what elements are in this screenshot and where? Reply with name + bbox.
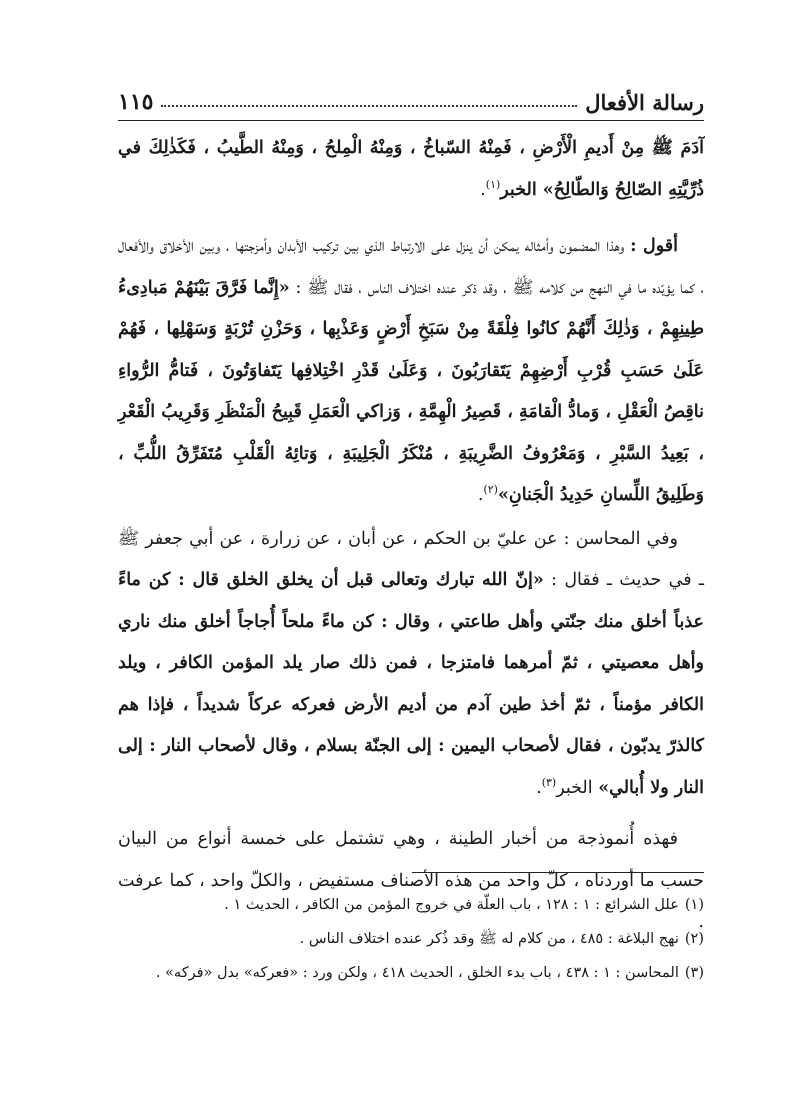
paragraph-1: آدَمَ ﷺ مِنْ أَديمِ الْأَرْضِ ، فَمِنْهُ السّباخُ ، وَمِنْهُ الْمِلحُ ، وَمِنْهُ الطَّيبُ ، فَكَذٰلِكَ في ذُرِّيَّتِهِ الصّالِحُ وَالطّالِحُ» الخبر$^{(١)}$. [118,138,704,200]
paragraph-3-text: وفي المحاسن : عن عليّ بن الحكم ، عن أبان ، عن زرارة ، عن أبي جعفر ﷺ ـ في حديث ـ فقال : [118,528,704,590]
footnote-3 [118,956,704,990]
footnote-number: (١) [684,897,704,913]
footnote-number: (٢) [684,931,704,947]
footnote-number: (٣) [684,965,704,981]
running-title: رسالة الأفعال [585,89,704,115]
paragraph-lead: أقول : [630,236,678,256]
footnote-ref-1[interactable]: (١) [485,177,501,191]
hadith-quote-3: «إنّ الله تبارك وتعالى قبل أن يخلق الخلق قال : كن ماءً عذباً أخلق منك جنّتي وأهل طاعتي ، وقال : كن ماءً ملحاً أُجاجاً أخلق منك ناري وأهل معصيتي ، ثمّ أمرهما فامتزجا ، فمن ذلك صار يلد المؤمن الكافر ، ويلد الكافر مؤمناً ، ثمّ أخذ طين آدم من أديم الأرض فعركه عركاً شديداً ، فإذا هم كالذرّ يدبّون ، فقال لأصحاب اليمين : إلى الجنّة بسلام ، وقال لأصحاب النار : إلى النار ولا أُبالي» [118,570,704,798]
footnote-text: نهج البلاغة : ٤٨٥ ، من كلام له ﷺ وقد ذُكر عنده اختلاف الناس . [299,931,679,947]
paragraph-3: وفي المحاسن : عن عليّ بن الحكم ، عن أبان ، عن زرارة ، عن أبي جعفر ﷺ ـ في حديث ـ فقال : «إنّ الله تبارك وتعالى قبل أن يخلق الخلق قال : كن ماءً عذباً أخلق منك جنّتي وأهل طاعتي ، وقال : كن ماءً ملحاً أُجاجاً أخلق منك ناري وأهل معصيتي ، ثمّ أمرهما فامتزجا ، فمن ذلك صار يلد المؤمن الكافر ، ويلد الكافر مؤمناً ، ثمّ أخذ طين آدم من أديم الأرض فعركه عركاً شديداً ، فإذا هم كالذرّ يدبّون ، فقال لأصحاب اليمين : إلى الجنّة بسلام ، وقال لأصحاب النار : إلى النار ولا أُبالي» الخبر$^{(٣)}$. [118,528,704,798]
footnote-text: المحاسن : ١ : ٤٣٨ ، باب بدء الخلق ، الحديث ٤١٨ ، ولكن ورد : «فعركه» بدل «فركه» . [155,965,679,981]
footnote-ref-2[interactable]: (٢) [483,483,498,497]
footnote-2 [118,922,704,956]
footnote-text: علل الشرائع : ١ : ١٢٨ ، باب العلّة في خروج المؤمن من الكافر ، الحديث ١ . [224,897,679,913]
header-leader-dots [161,105,577,107]
footnote-1 [118,888,704,922]
page-header [118,84,704,121]
footnote-separator [412,872,704,873]
footnote-ref-3[interactable]: (٣) [541,775,557,789]
hadith-quote-2: «إِنَّما فَرَّقَ بَيْنَهُمْ مَبادِىءُ طِينِهِمْ ، وَذٰلِكَ أَنَّهُمْ كانُوا فِلْقَةً مِنْ سَبَخِ أَرْضٍ وَعَذْبِها ، وَحَزْنِ تُرْبَةٍ وَسَهْلِها ، فَهُمْ عَلَىٰ حَسَبِ قُرْبِ أَرْضِهِمْ يَتَقارَبُونَ ، وَعَلَىٰ قَدْرِ اخْتِلافِها يَتَفاوَتُونَ ، فَتامُّ الرُّواءِ ناقِصُ الْعَقْلِ ، وَمادُّ الْقامَةِ ، قَصِيرُ الْهِمَّةِ ، وَزاكي الْعَمَلِ قَبِيحُ الْمَنْظَرِ وَقَرِيبُ الْقَعْرِ ، بَعِيدُ السَّبْرِ ، وَمَعْرُوفُ الضَّرِيبَةِ ، مُنْكَرُ الْجَلِيبَةِ ، وَتائِهُ الْقَلْبِ مُتَفَرِّقُ اللُّبِّ ، وَطَلِيقُ اللِّسانِ حَدِيدُ الْجَنانِ» [118,277,704,505]
page-number: ١١٥ [118,89,154,115]
main-text [118,128,704,944]
footnotes [118,888,704,990]
paragraph-2: أقول : وهذا المضمون وأمثاله يمكن أن ينزل على الارتباط الذي بين تركيب الأبدان وأمزجتها ، وبين الأخلاق والأفعال ، كما يؤيّده ما في النهج من كلامه ﷺ ، وقد ذكر عنده اختلاف الناس ، فقال ﷺ : «إِنَّما فَرَّقَ بَيْنَهُمْ مَبادِىءُ طِينِهِمْ ، وَذٰلِكَ أَنَّهُمْ كانُوا فِلْقَةً مِنْ سَبَخِ أَرْضٍ وَعَذْبِها ، وَحَزْنِ تُرْبَةٍ وَسَهْلِها ، فَهُمْ عَلَىٰ حَسَبِ قُرْبِ أَرْضِهِمْ يَتَقارَبُونَ ، وَعَلَىٰ قَدْرِ اخْتِلافِها يَتَفاوَتُونَ ، فَتامُّ الرُّواءِ ناقِصُ الْعَقْلِ ، وَمادُّ الْقامَةِ ، قَصِيرُ الْهِمَّةِ ، وَزاكي الْعَمَلِ قَبِيحُ الْمَنْظَرِ وَقَرِيبُ الْقَعْرِ ، بَعِيدُ السَّبْرِ ، وَمَعْرُوفُ الضَّرِيبَةِ ، مُنْكَرُ الْجَلِيبَةِ ، وَتائِهُ الْقَلْبِ مُتَفَرِّقُ اللُّبِّ ، وَطَلِيقُ اللِّسانِ حَدِيدُ الْجَنانِ»$^{(٢)}$. [118,236,704,505]
paragraph-2-text: وهذا المضمون وأمثاله يمكن أن ينزل على الارتباط الذي بين تركيب الأبدان وأمزجتها ، وبين الأخلاق والأفعال ، كما يؤيّده ما في النهج من كلامه ﷺ ، وقد ذكر عنده اختلاف الناس ، فقال ﷺ : [118,236,704,298]
hadith-quote-1: آدَمَ ﷺ مِنْ أَديمِ الْأَرْضِ ، فَمِنْهُ السّباخُ ، وَمِنْهُ الْمِلحُ ، وَمِنْهُ الطَّيبُ ، فَكَذٰلِكَ في ذُرِّيَّتِهِ الصّالِحُ وَالطّالِحُ» الخبر [118,138,704,200]
paragraph-3-tail: الخبر [556,777,599,798]
paragraph-4: فهذه أُنموذجة من أخبار الطينة ، وهي تشتمل على خمسة أنواع من البيان حسب ما أوردناه ، كلّ واحد من هذه الأصناف مستفيض ، والكلّ واحد ، كما عرفت . [118,829,704,932]
